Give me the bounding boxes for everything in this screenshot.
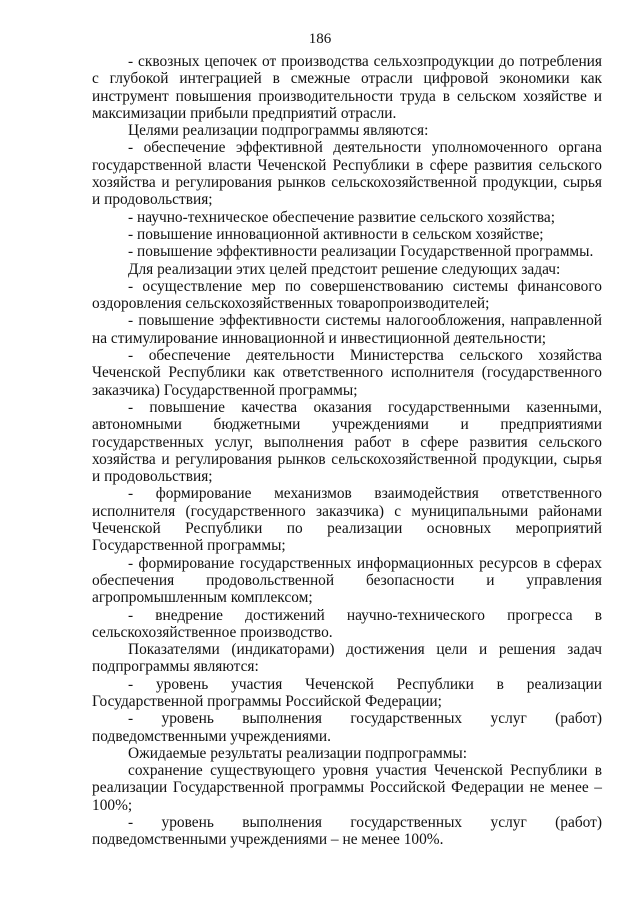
paragraph: Целями реализации подпрограммы являются: [128,122,429,140]
paragraph: - повышение эффективности реализации Государственной программы. [128,243,594,261]
paragraph: - научно-техническое обеспечение развитие сельского хозяйства; [128,208,556,226]
paragraph: - формирование государственных информационных ресурсов в сферах обеспечения продовольственной безопасности и управления агропромышленным комплексом; [92,554,602,607]
paragraph: - обеспечение деятельности Министерства сельского хозяйства Чеченской Республики как ответственного исполнителя (государственного заказчика) Государственной программы; [92,347,602,399]
page-number: 186 [308,31,332,47]
paragraph: - повышение инновационной активности в сельском хозяйстве; [128,225,544,243]
paragraph: Показателями (индикаторами) достижения цели и решения задач подпрограммы являются: [92,641,602,676]
paragraph: Ожидаемые результаты реализации подпрограммы: [128,744,468,762]
paragraph: - осуществление мер по совершенствованию системы финансового оздоровления сельскохозяйственных товаропроизводителей; [92,277,602,313]
paragraph: - обеспечение эффективной деятельности уполномоченного органа государственной власти Чеченской Республики в сфере развития сельского хозяйства и регулирования рынков сельскохозяйственной продукции, сырья и продовольствия; [92,139,602,209]
paragraph: - повышение качества оказания государственными казенными, автономными бюджетными учреждениями и предприятиями государственных услуг, выполнения работ в сфере развития сельского хозяйства и регулирования рынков сельскохозяйственной продукции, сырья и продовольствия; [92,398,602,486]
paragraph: - внедрение достижений научно-технического прогресса в сельскохозяйственное производство. [92,606,602,641]
paragraph: - уровень участия Чеченской Республики в реализации Государственной программы Российской Федерации; [92,675,602,710]
paragraph: сохранение существующего уровня участия Чеченской Республики в реализации Государственной программы Российской Федерации не менее – 100%; [92,762,602,814]
paragraph: Для реализации этих целей предстоит решение следующих задач: [128,260,561,278]
paragraph: - формирование механизмов взаимодействия ответственного исполнителя (государственного заказчика) с муниципальными районами Чеченской Республики по реализации основных мероприятий Государственной программы; [92,485,602,555]
document-body [92,53,602,849]
paragraph: - уровень выполнения государственных услуг (работ) подведомственными учреждениями. [92,710,602,745]
paragraph: - сквозных цепочек от производства сельхозпродукции до потребления с глубокой интеграцией в смежные отрасли цифровой экономики как инструмент повышения производительности труда в сельском хозяйстве и максимизации прибыли предприятий отрасли. [92,53,602,122]
paragraph: - уровень выполнения государственных услуг (работ) подведомственными учреждениями – не менее 100%. [92,814,602,849]
paragraph: - повышение эффективности системы налогообложения, направленной на стимулирование инновационной и инвестиционной деятельности; [92,312,602,347]
